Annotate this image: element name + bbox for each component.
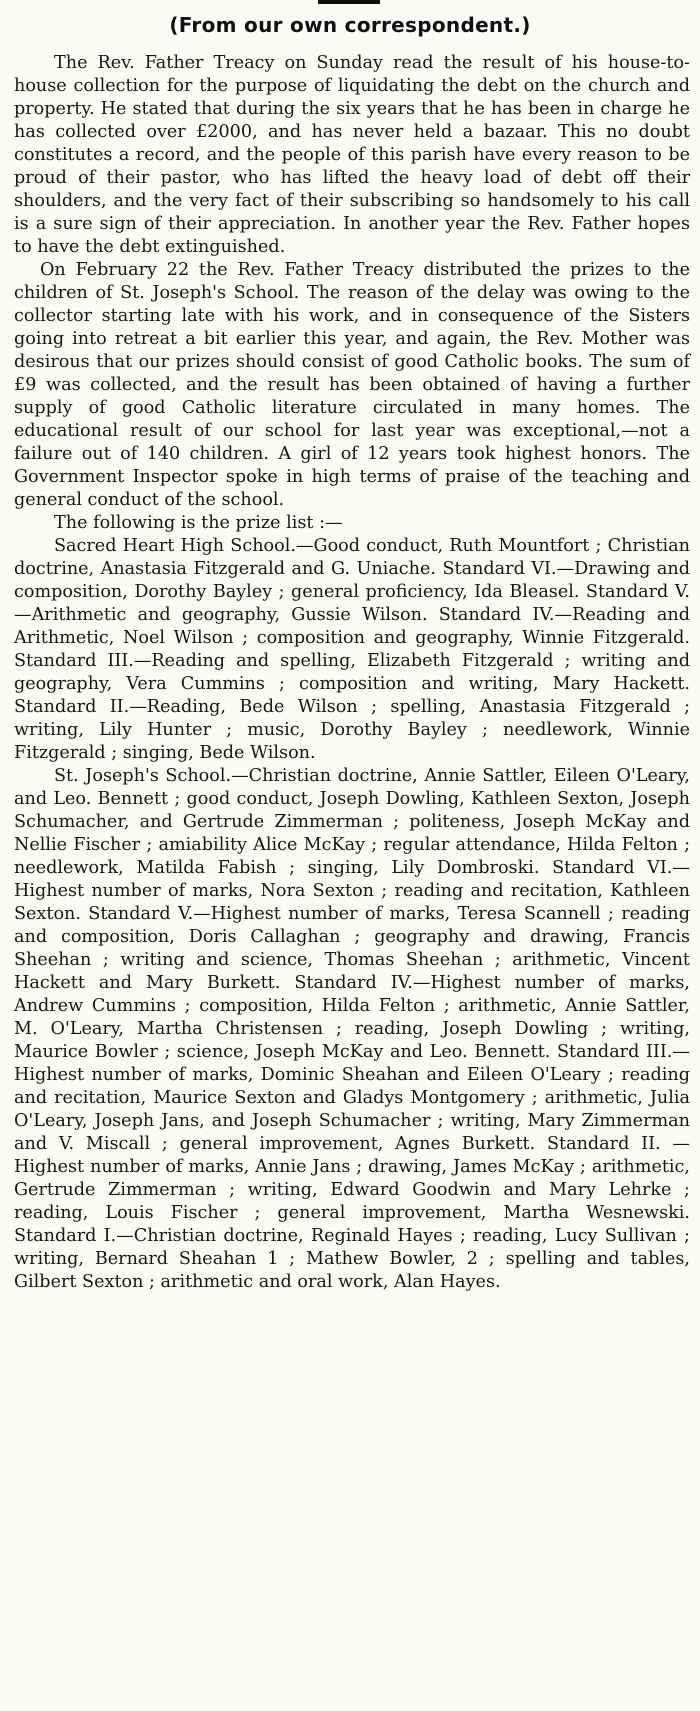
paragraph-prize-distribution: On February 22 the Rev. Father Treacy distributed the prizes to the children of St. Joseph's School. The reason of the delay was owing to the collector starting late with his work, and in consequence of the Sisters going into retreat a bit earlier this year, and again, the Rev. Mother was desirous that our prizes should consist of good Catholic books. The sum of £9 was collected, and the result has been obtained of having a further supply of good Catholic literature circulated in many homes. The educational result of our school for last year was exceptional,—not a failure out of 140 children. A girl of 12 years took highest honors. The Government Inspector spoke in high terms of praise of the teaching and general conduct of the school.: [14, 260, 690, 510]
paragraph-sacred-heart-prizes: Sacred Heart High School.—Good conduct, Ruth Mountfort ; Christian doctrine, Anastasia Fitzgerald and G. Uniache. Standard VI.—Drawing and composition, Dorothy Bayley ; general proficiency, Ida Bleasel. Standard V.—Arithmetic and geography, Gussie Wilson. Standard IV.—Reading and Arithmetic, Noel Wilson ; composition and geography, Winnie Fitzgerald. Standard III.—Reading and spelling, Elizabeth Fitzgerald ; writing and geography, Vera Cummins ; composition and writing, Mary Hackett. Standard II.—Reading, Bede Wilson ; spelling, Anastasia Fitzgerald ; writing, Lily Hunter ; music, Dorothy Bayley ; needlework, Winnie Fitzgerald ; singing, Bede Wilson.: [14, 536, 690, 763]
paragraph-debt-collection: The Rev. Father Treacy on Sunday read the result of his house-to-house collection for the purpose of liquidating the debt on the church and property. He stated that during the six years that he has been in charge he has collected over £2000, and has never held a bazaar. This no doubt constitutes a record, and the people of this parish have every reason to be proud of their pastor, who has lifted the heavy load of debt off their shoulders, and the very fact of their subscribing so handsomely to his call is a sure sign of their appreciation. In another year the Rev. Father hopes to have the debt extinguished.: [14, 53, 690, 257]
paragraph-st-josephs-prizes: St. Joseph's School.—Christian doctrine, Annie Sattler, Eileen O'Leary, and Leo. Bennett ; good conduct, Joseph Dowling, Kathleen Sexton, Joseph Schumacher, and Gertrude Zimmerman ; politeness, Joseph McKay and Nellie Fischer ; amiability Alice McKay ; regular attendance, Hilda Felton ; needlework, Matilda Fabish ; singing, Lily Dombroski. Standard VI.—Highest number of marks, Nora Sexton ; reading and recitation, Kathleen Sexton. Standard V.—Highest number of marks, Teresa Scannell ; reading and composition, Doris Callaghan ; geography and drawing, Francis Sheehan ; writing and science, Thomas Sheehan ; arithmetic, Vincent Hackett and Mary Burkett. Standard IV.—Highest number of marks, Andrew Cummins ; composition, Hilda Felton ; arithmetic, Annie Sattler, M. O'Leary, Martha Christensen ; reading, Joseph Dowling ; writing, Maurice Bowler ; science, Joseph McKay and Leo. Bennett. Standard III.—Highest number of marks, Dominic Sheahan and Eileen O'Leary ; reading and recitation, Maurice Sexton and Gladys Montgomery ; arithmetic, Julia O'Leary, Joseph Jans, and Joseph Schumacher ; writing, Mary Zimmerman and V. Miscall ; general improvement, Agnes Burkett. Standard II. —Highest number of marks, Annie Jans ; drawing, James McKay ; arithmetic, Gertrude Zimmerman ; writing, Edward Goodwin and Mary Lehrke ; reading, Louis Fischer ; general improvement, Martha Wesnewski. Standard I.—Christian doctrine, Reginald Hayes ; reading, Lucy Sullivan ; writing, Bernard Sheahan 1 ; Mathew Bowler, 2 ; spelling and tables, Gilbert Sexton ; arithmetic and oral work, Alan Hayes.: [14, 766, 690, 1292]
article-body: [14, 52, 690, 1294]
paragraph-prize-list-intro: The following is the prize list :—: [54, 513, 343, 533]
column-rule: [318, 0, 380, 4]
byline: (From our own correspondent.): [169, 13, 531, 37]
